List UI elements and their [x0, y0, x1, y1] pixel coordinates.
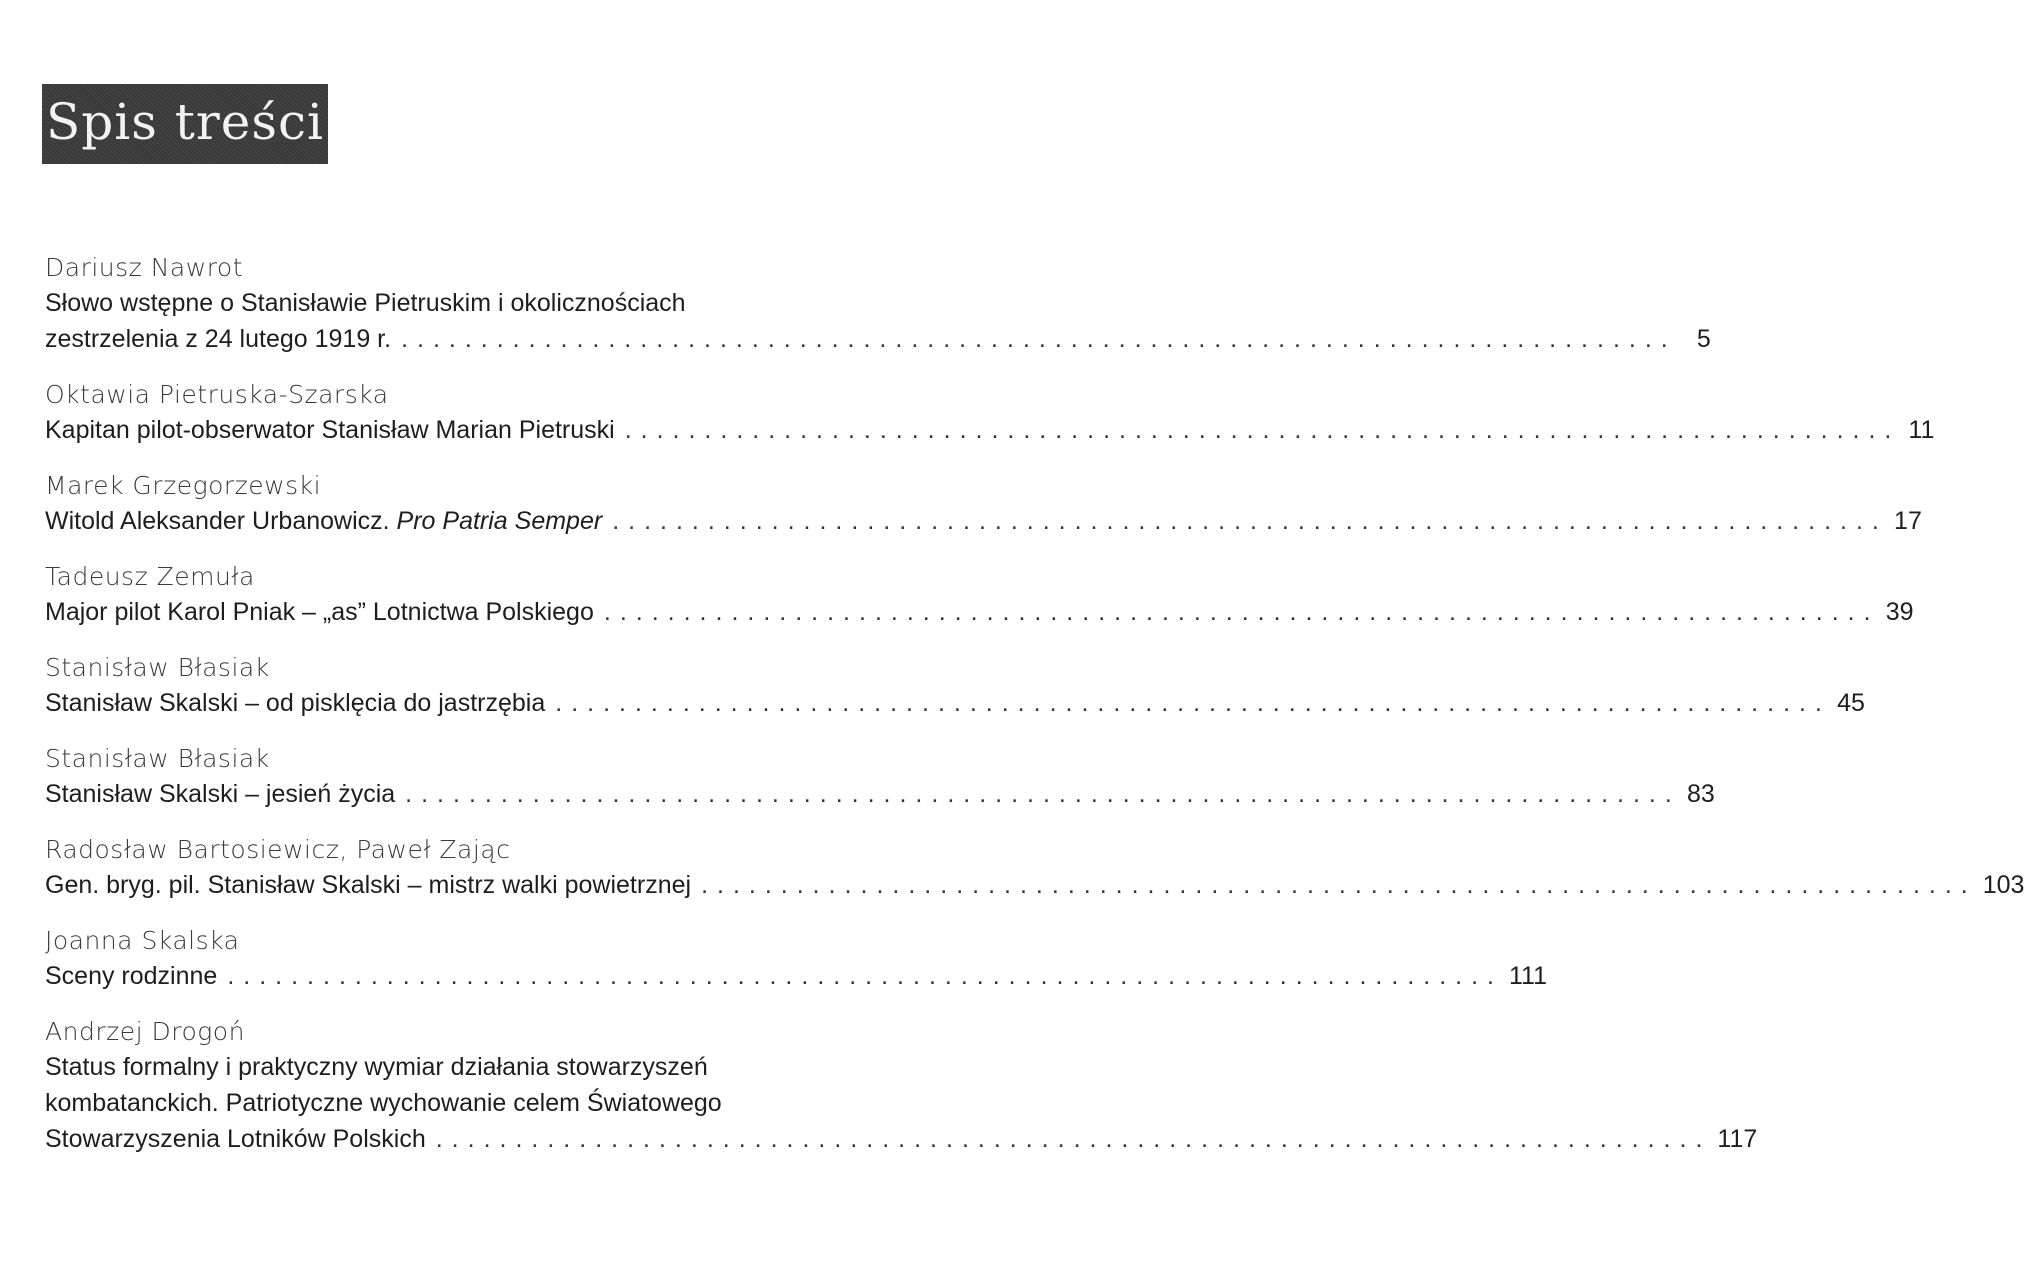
dot-leader: ................................................................................ [612, 507, 1888, 535]
toc-entry [45, 560, 1914, 630]
entry-title [45, 867, 2024, 903]
entry-title-line: zestrzelenia z 24 lutego 1919 r. [45, 325, 392, 353]
toc-entry [45, 742, 1715, 812]
entry-title-line: Gen. bryg. pil. Stanisław Skalski – mistrz walki powietrznej [45, 871, 692, 899]
entry-title [45, 594, 1914, 630]
entry-author: Stanisław Błasiak [45, 653, 270, 682]
entry-author: Oktawia Pietruska-Szarska [45, 380, 389, 409]
entry-page-number: 17 [1894, 507, 1922, 535]
entry-title-line: kombatanckich. Patriotyczne wychowanie celem Światowego [45, 1089, 722, 1117]
entry-page-number: 111 [1509, 962, 1548, 990]
toc-entry [45, 651, 1865, 721]
entry-title-last-line [45, 1121, 1758, 1157]
entry-author: Radosław Bartosiewicz, Paweł Zając [45, 835, 511, 864]
dot-leader: ................................................................................ [624, 416, 1901, 444]
dot-leader: ................................................................................ [405, 780, 1681, 808]
entry-title [45, 776, 1715, 812]
entry-author: Tadeusz Zemuła [45, 562, 255, 591]
entry-title-line [45, 503, 602, 539]
entry-title [45, 503, 1922, 539]
dot-leader: ................................................................................ [401, 325, 1677, 353]
entry-title-line: Kapitan pilot-obserwator Stanisław Marian Pietruski [45, 416, 615, 444]
entry-page-number: 11 [1908, 416, 1935, 444]
toc-entry [45, 378, 1935, 448]
table-of-contents [45, 251, 2024, 1178]
entry-title [45, 1049, 1758, 1157]
entry-author: Andrzej Drogoń [45, 1017, 245, 1046]
entry-author: Stanisław Błasiak [45, 744, 270, 773]
entry-page-number: 117 [1717, 1125, 1758, 1153]
entry-author: Dariusz Nawrot [45, 253, 244, 282]
toc-entry [45, 924, 1548, 994]
toc-heading-box [42, 84, 328, 164]
entry-page-number: 83 [1687, 780, 1715, 808]
entry-author: Joanna Skalska [45, 926, 240, 955]
entry-title-italic: Pro Patria Semper [396, 507, 603, 535]
entry-title-line: Sceny rodzinne [45, 962, 218, 990]
dot-leader: ................................................................................ [603, 598, 1880, 626]
entry-title [45, 685, 1865, 721]
dot-leader: ................................................................................ [701, 871, 1977, 899]
entry-title [45, 958, 1548, 994]
entry-title-last-line [45, 503, 1922, 539]
entry-title-text: Witold Aleksander Urbanowicz. [45, 507, 390, 535]
toc-heading: Spis treści [45, 93, 325, 151]
entry-title-last-line [45, 321, 1711, 357]
entry-title [45, 285, 1711, 357]
entry-page-number: 103 [1982, 871, 2024, 899]
entry-title-line: Stanisław Skalski – od pisklęcia do jastrzębia [45, 689, 546, 717]
entry-title-last-line [45, 685, 1865, 721]
entry-title-line: Stowarzyszenia Lotników Polskich [45, 1125, 426, 1153]
entry-title-line: Stanisław Skalski – jesień życia [45, 780, 396, 808]
toc-entry [45, 469, 1922, 539]
entry-title-last-line [45, 776, 1715, 812]
dot-leader: ................................................................................ [435, 1125, 1712, 1153]
entry-title-last-line [45, 958, 1548, 994]
entry-title-line: Słowo wstępne o Stanisławie Pietruskim i okolicznościach [45, 289, 686, 317]
entry-title-last-line [45, 594, 1914, 630]
toc-entry [45, 251, 1711, 357]
entry-title-last-line [45, 412, 1935, 448]
entry-title-line: Status formalny i praktyczny wymiar działania stowarzyszeń [45, 1053, 708, 1081]
dot-leader: ................................................................................ [227, 962, 1503, 990]
entry-title [45, 412, 1935, 448]
dot-leader: ................................................................................ [555, 689, 1831, 717]
entry-author: Marek Grzegorzewski [45, 471, 322, 500]
entry-page-number: 39 [1885, 598, 1914, 626]
entry-page-number: 5 [1696, 325, 1711, 353]
entry-title-line: Major pilot Karol Pniak – „as” Lotnictwa Polskiego [45, 598, 594, 626]
toc-entry [45, 1015, 1758, 1157]
toc-entry [45, 833, 2024, 903]
entry-page-number: 45 [1837, 689, 1865, 717]
entry-title-last-line [45, 867, 2024, 903]
